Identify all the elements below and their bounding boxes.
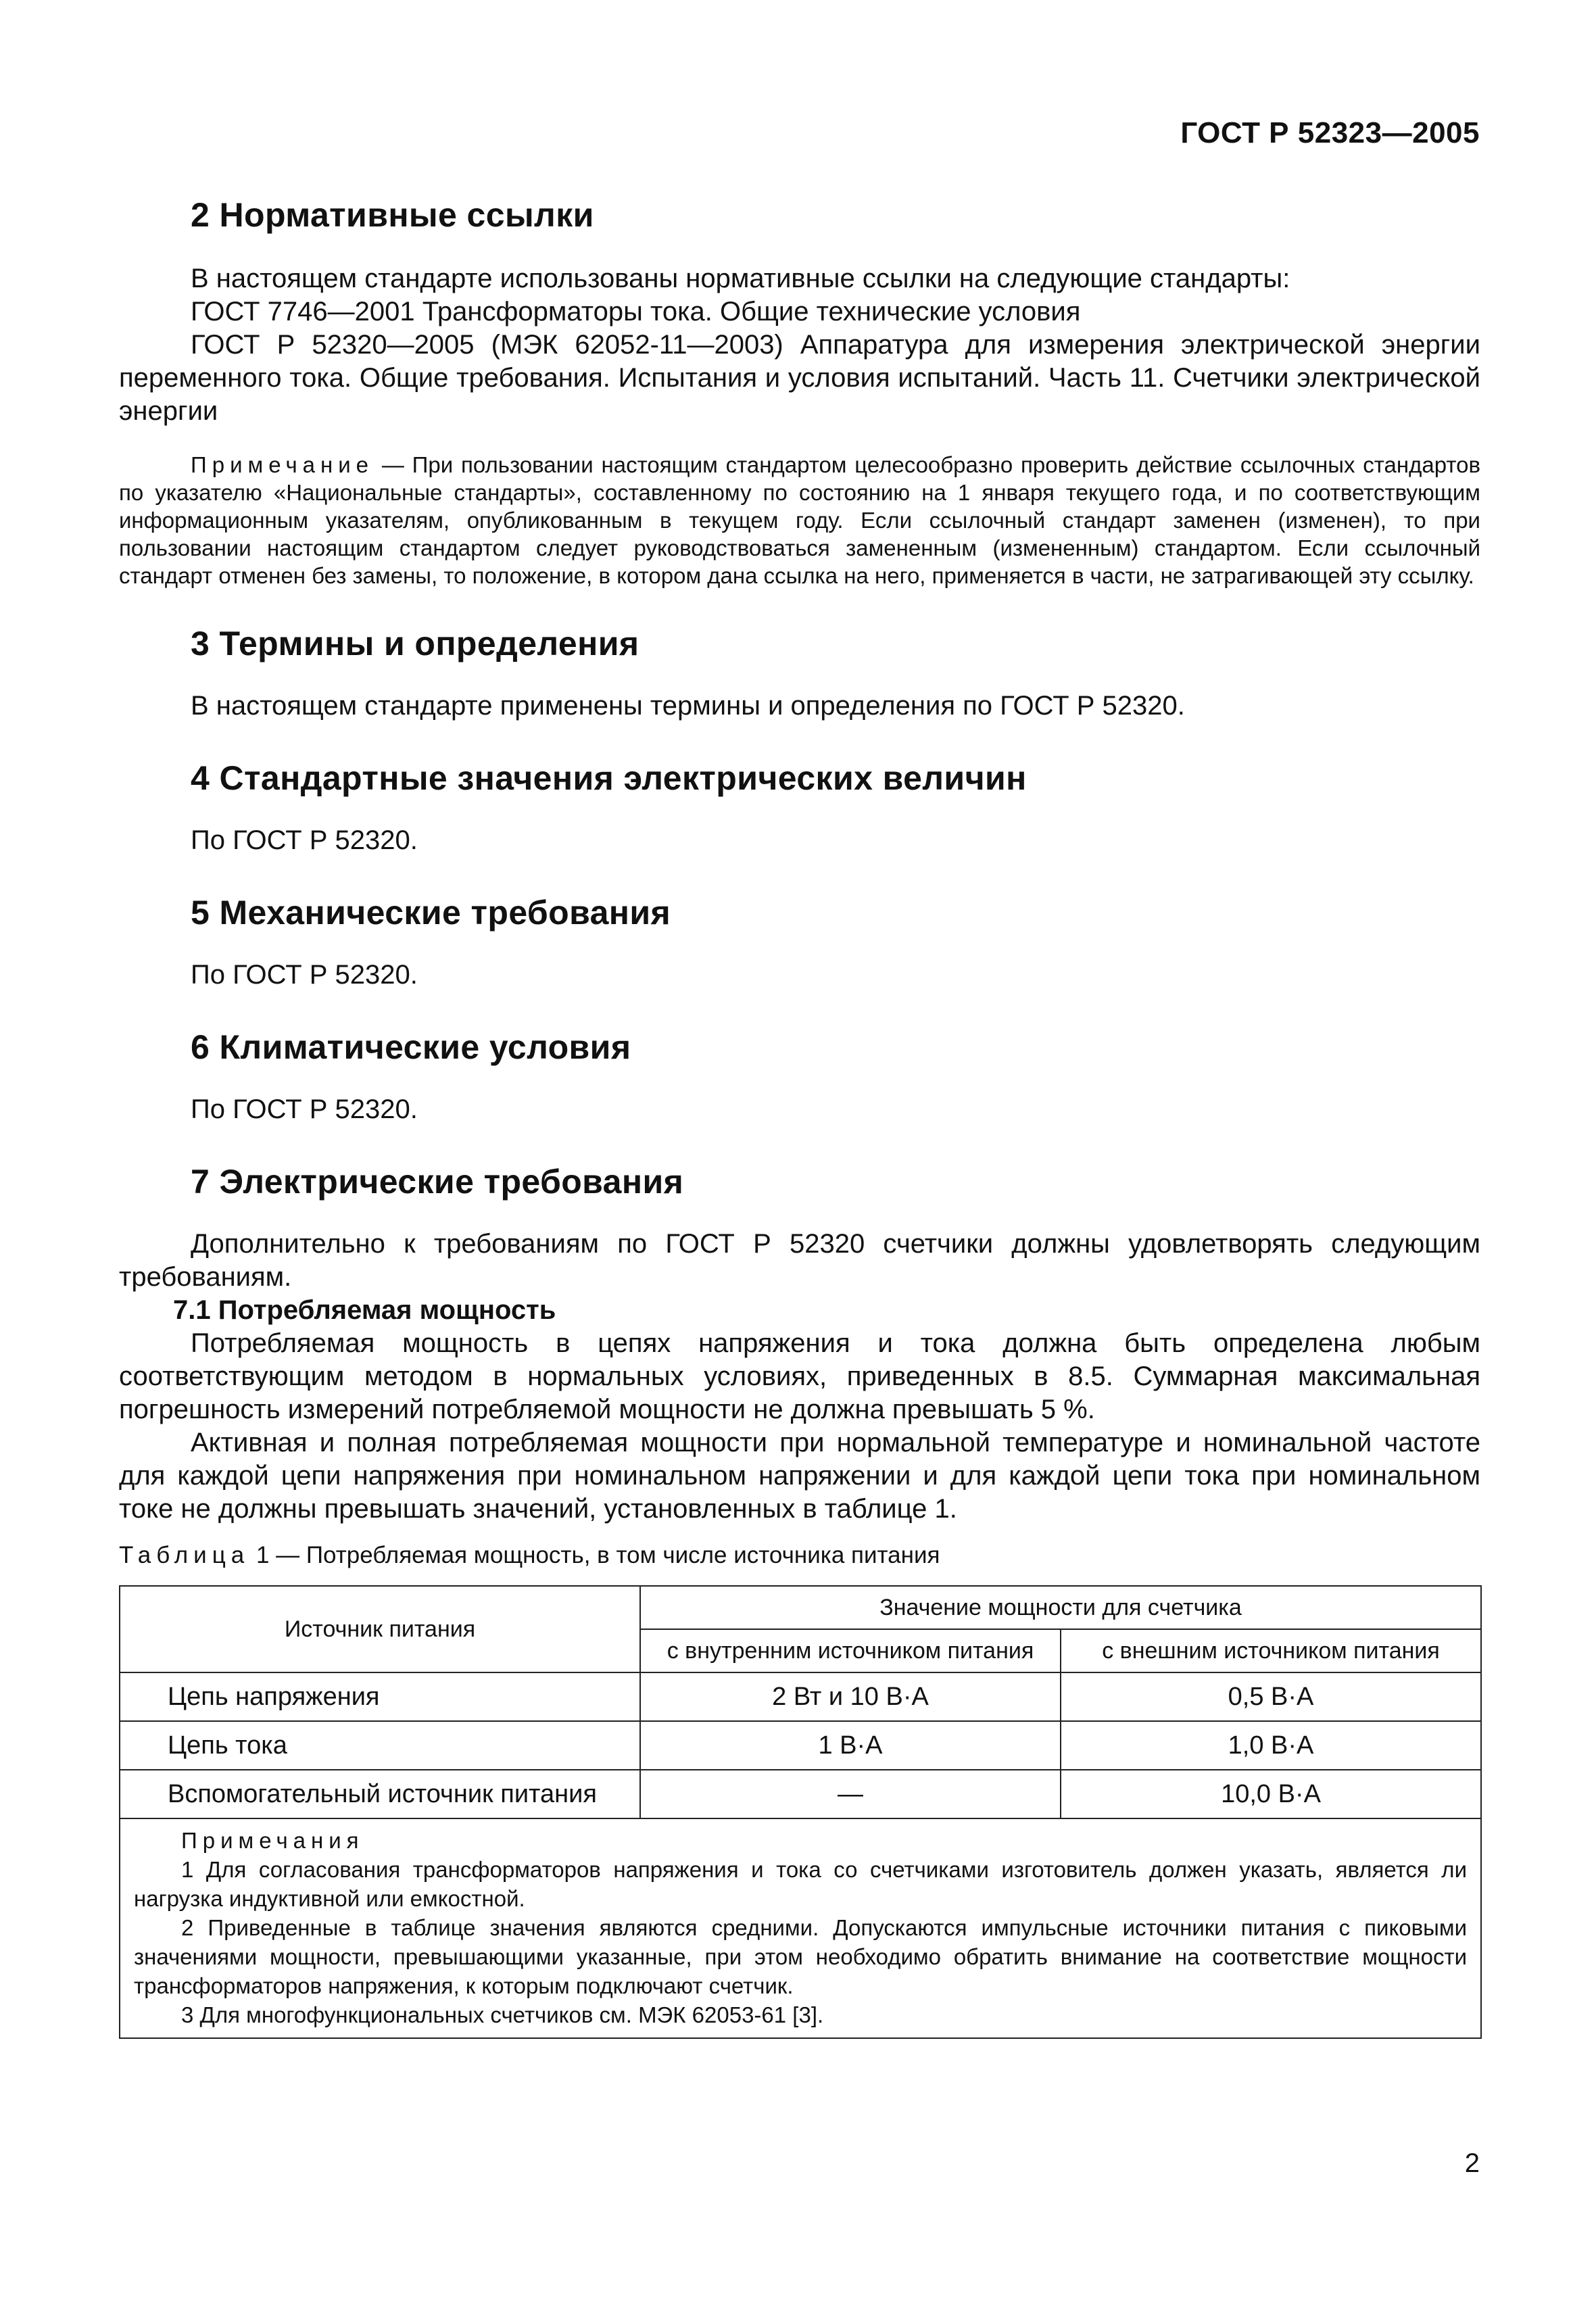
subsection-7-1-p2: Активная и полная потребляемая мощности при нормальной температуре и номинальной частоте для каждой цепи напряжения при номинальном напряжении и для каждой цепи тока при номинальном токе не должны превышать значений, установленных в таблице 1. [119,1428,1480,1524]
table-caption-text: 1 — Потребляемая мощность, в том числе источника питания [249,1542,940,1568]
table-notes-row [120,1818,1481,2038]
section-2-intro: В настоящем стандарте использованы нормативные ссылки на следующие стандарты: [191,264,1290,293]
row-internal-value: 2 Вт и 10 В·А [640,1672,1061,1721]
header-power-value: Значение мощности для счетчика [640,1586,1481,1629]
section-6-text: По ГОСТ Р 52320. [191,1094,418,1124]
row-internal-value: — [640,1770,1061,1818]
section-4-text: По ГОСТ Р 52320. [191,825,418,855]
table-row [120,1721,1481,1770]
table-row [120,1770,1481,1818]
row-external-value: 1,0 В·А [1061,1721,1481,1770]
section-7-heading: 7 Электрические требования [191,1163,684,1201]
table-note-2: 2 Приведенные в таблице значения являются средними. Допускаются импульсные источники питания с пиковыми значениями мощности, превышающими указанные, при этом необходимо обратить внимание на соответствие мощности трансформаторов напряжения, к которым подключают счетчик. [134,1915,1468,1998]
section-5-heading: 5 Механические требования [191,894,671,932]
reference-gost-52320: ГОСТ Р 52320—2005 (МЭК 62052-11—2003) Аппаратура для измерения электрической энергии переменного тока. Общие требования. Испытания и условия испытаний. Часть 11. Счетчики электрической энергии [119,330,1480,426]
row-name: Цепь тока [120,1721,640,1770]
header-external-source: с внешним источником питания [1061,1629,1481,1672]
page-content [119,183,1480,2039]
header-power-source: Источник питания [120,1586,640,1672]
note-text: — При пользовании настоящим стандартом целесообразно проверить действие ссылочных стандартов по указателю «Национальные стандарты», составленному по состоянию на 1 января текущего года, и по соответствующим информационным указателям, опубликованным в текущем году. Если ссылочный стандарт заменен (изменен), то при пользовании настоящим стандартом следует руководствоваться замененным (измененным) стандартом. Если ссылочный стандарт отменен без замены, то положение, в котором дана ссылка на него, применяется в части, не затрагивающей эту ссылку. [119,452,1480,588]
subsection-7-1-heading: 7.1 Потребляемая мощность [173,1295,556,1325]
section-3-text: В настоящем стандарте применены термины и определения по ГОСТ Р 52320. [191,691,1185,721]
section-6-heading: 6 Климатические условия [191,1028,631,1066]
row-external-value: 0,5 В·А [1061,1672,1481,1721]
subsection-7-1-p1: Потребляемая мощность в цепях напряжения и тока должна быть определена любым соответствующим методом в нормальных условиях, приведенных в 8.5. Суммарная максимальная погрешность измерений потребляемой мощности не должна превышать 5 %. [119,1328,1480,1424]
table-caption [119,1541,1480,1570]
table-notes-cell [120,1818,1481,2038]
section-2-heading: 2 Нормативные ссылки [191,196,594,234]
table-caption-label: Таблица [119,1542,250,1568]
table-note-3: 3 Для многофункциональных счетчиков см. МЭК 62053-61 [3]. [181,2002,824,2027]
header-internal-source: с внутренним источником питания [640,1629,1061,1672]
section-2-note [119,451,1480,589]
section-7-intro: Дополнительно к требованиям по ГОСТ Р 52320 счетчики должны удовлетворять следующим требованиям. [119,1229,1480,1292]
table-note-1: 1 Для согласования трансформаторов напряжения и тока со счетчиками изготовитель должен указать, является ли нагрузка индуктивной или емкостной. [134,1857,1468,1911]
reference-gost-7746: ГОСТ 7746—2001 Трансформаторы тока. Общие технические условия [191,297,1081,327]
row-external-value: 10,0 В·А [1061,1770,1481,1818]
row-name: Вспомогательный источник питания [120,1770,640,1818]
section-5-text: По ГОСТ Р 52320. [191,960,418,990]
table-header-row [120,1586,1481,1629]
row-internal-value: 1 В·А [640,1721,1061,1770]
row-name: Цепь напряжения [120,1672,640,1721]
section-4-heading: 4 Стандартные значения электрических величин [191,759,1027,797]
table-row [120,1672,1481,1721]
section-3-heading: 3 Термины и определения [191,625,639,662]
note-label: Примечание [191,452,374,477]
page-number: 2 [1464,2148,1480,2178]
document-id-header: ГОСТ Р 52323—2005 [1180,116,1480,149]
table-notes-label: Примечания [181,1828,364,1853]
power-consumption-table [119,1585,1482,2039]
